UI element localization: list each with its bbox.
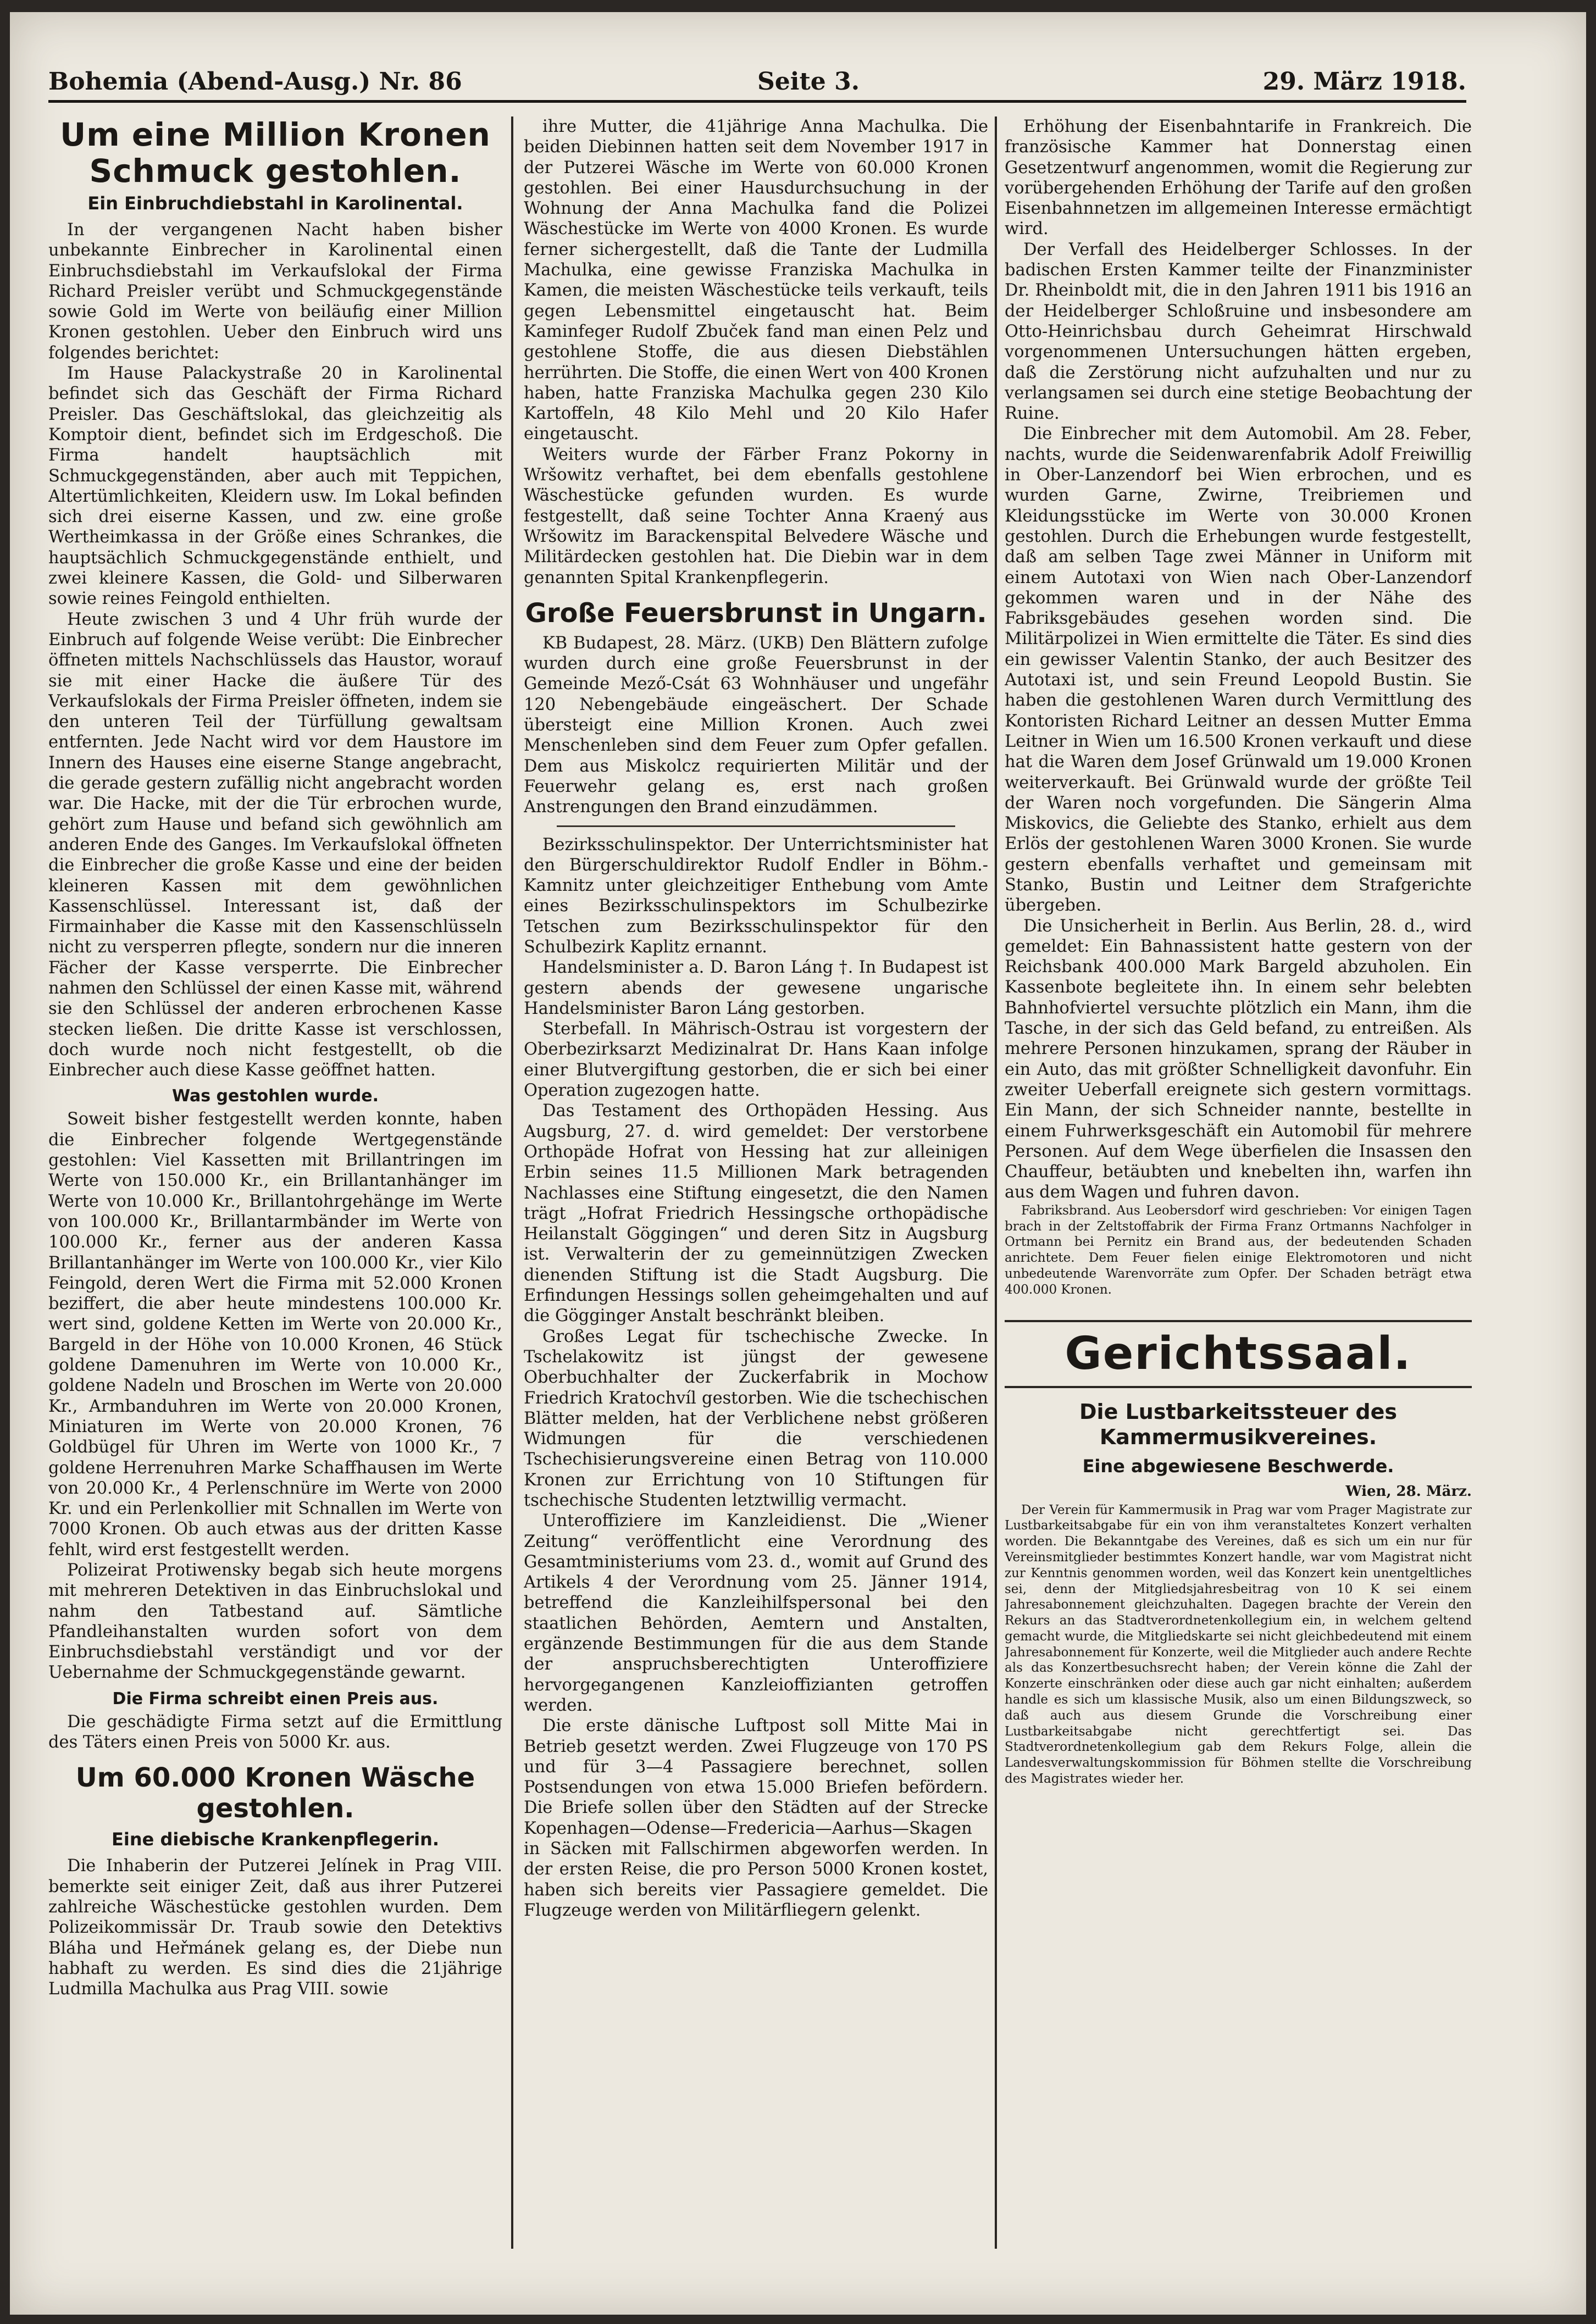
subhead-karolinental: Ein Einbruchdiebstahl in Karolinental.	[87, 193, 463, 214]
news-item: Unteroffiziere im Kanzleidienst. Die „Wiener Zeitung“ veröffentlicht eine Verordnung des Gesamtministeriums vom 23. d., womit auf Grund des Artikels 4 der Verordnung vom 25. Jänner 1914, betreffend die Kanzleihilfspersonal bei den staatlichen Behörden, Aemtern und Anstalten, ergänzende Bestimmungen für die aus dem Stande der anspruchsberechtigten Unteroffiziere hervorgegangenen Kanzleioffizianten getroffen werden.	[524, 1511, 988, 1715]
masthead-page-number: Seite 3.	[757, 68, 860, 96]
article-paragraph: Soweit bisher festgestellt werden konnte, haben die Einbrecher folgende Wertgegenstände gestohlen: Viel Kassetten mit Brillantringen im Werte von 150.000 Kr., ein Brillantanhänger im Werte von 10.000 Kr., Brillantohrgehänge im Werte von 100.000 Kr., Brillantarmbänder im Werte von 100.000 Kr., ferner aus der anderen Kassa Brillantanhänger im Werte von 100.000 Kr., vier Kilo Feingold, deren Wert die Firma mit 52.000 Kronen beziffert, die aber heute mindestens 100.000 Kr. wert sind, goldene Ketten im Werte von 20.000 Kr., Bargeld in der Höhe von 10.000 Kronen, 46 Stück goldene Damenuhren im Werte von 10.000 Kr., goldene Nadeln und Broschen im Werte von 20.000 Kr., Armbanduhren im Werte von 20.000 Kronen, Miniaturen im Werte von 20.000 Kronen, 76 Goldbügel für Uhren im Werte von 1000 Kr., 7 goldene Herrenuhren Marke Schaffhausen im Werte von 20.000 Kr., 4 Perlenschnüre im Werte von 2000 Kr. und ein Perlenkollier mit Schnallen im Werte von 7000 Kronen. Ob auch etwas aus der dritten Kasse fehlt, wird erst festgestellt werden.	[48, 1110, 502, 1560]
headline-lustbarkeitssteuer: Die Lustbarkeitssteuer des Kammermusikvereines.	[1079, 1399, 1397, 1449]
article-paragraph: Weiters wurde der Färber Franz Pokorny in Wršowitz verhaftet, bei dem ebenfalls gestohlene Wäschestücke gefunden wurden. Es wurde festgestellt, daß seine Tochter Anna Kraený aus Wršowitz im Barackenspital Belvedere Wäsche und Militärdecken gestohlen hat. Die Diebin war in dem genannten Spital Krankenpflegerin.	[524, 445, 988, 587]
column-3	[1005, 117, 1472, 2249]
news-item: Sterbefall. In Mährisch-Ostrau ist vorgestern der Oberbezirksarzt Medizinalrat Dr. Hans Kaan infolge einer Blutvergiftung gestorben, die er sich bei einer Operation zugezogen hatte.	[524, 1019, 988, 1101]
masthead-issue: Bohemia (Abend-Ausg.) Nr. 86	[48, 68, 462, 96]
section-heading: Die Firma schreibt einen Preis aus.	[112, 1689, 439, 1709]
masthead	[48, 56, 1466, 103]
headline-waesche: Um 60.000 Kronen Wäsche gestohlen.	[75, 1762, 475, 1824]
headline-feuersbrunst: Große Feuersbrunst in Ungarn.	[525, 597, 987, 629]
section-title-gerichtssaal: Gerichtssaal.	[1005, 1320, 1472, 1388]
column-rule	[995, 117, 997, 2249]
divider	[557, 825, 955, 827]
article-paragraph: Im Hause Palackystraße 20 in Karolinental befindet sich das Geschäft der Firma Richard Preisler. Das Geschäftslokal, das gleichzeitig als Komptoir dient, befindet sich im Erdgeschoß. Die Firma handelt hauptsächlich mit Schmuckgegenständen, aber auch mit Teppichen, Altertümlichkeiten, Kleidern usw. Im Lokal befinden sich drei eiserne Kassen, und zw. eine große Wertheimkassa in der Größe eines Schrankes, die hauptsächlich Schmuckgegenstände enthielt, und zwei kleinere Kassen, die Gold- und Silberwaren sowie reines Feingold enthielten.	[48, 364, 502, 609]
news-item: Der Verfall des Heidelberger Schlosses. In der badischen Ersten Kammer teilte der Finanzminister Dr. Rheinboldt mit, die in den Jahren 1911 bis 1916 an der Heidelberger Schloßruine und insbesondere am Otto-Heinrichsbau durch Geheimrat Hirschwald vorgenommenen Untersuchungen hätten ergeben, daß die Zerstörung nicht aufzuhalten und nur zu verlangsamen sei durch eine stetige Beobachtung der Ruine.	[1005, 240, 1472, 424]
column-rule	[511, 117, 513, 2249]
article-paragraph: Der Verein für Kammermusik in Prag war vom Prager Magistrate zur Lustbarkeitsabgabe für ein von ihm veranstaltetes Konzert verhalten worden. Die Bekanntgabe des Vereines, daß es sich um ein nur für Vereinsmitglieder bestimmtes Konzert handle, war vom Magistrat nicht zur Kenntnis genommen worden, weil das Konzert kein unentgeltliches sei, denn der Mitgliedsjahresbeitrag von 10 K sei einem Jahresabonnement gleichzuhalten. Dagegen brachte der Verein den Rekurs an das Stadtverordnetenkollegium ein, in welchem geltend gemacht wurde, die Mitgliedskarte sei nicht gleichbedeutend mit einem Jahresabonnement für Konzerte, weil die Mitglieder auch andere Rechte als das Konzertbesuchsrecht haben; der Verein könne die Zahl der Konzerte einschränken oder diese auch gar nicht einhalten; außerdem handle es sich um klassische Musik, also um einen Bildungszweck, so daß auch aus diesem Grunde die Vorschreibung einer Lustbarkeitsabgabe nicht gerechtfertigt sei. Das Stadtverordnetenkollegium gab dem Rekurs Folge, allein die Landesverwaltungskommission für Böhmen stellte die Vorschreibung des Magistrates wieder her.	[1005, 1502, 1472, 1787]
column-2	[524, 117, 988, 2249]
headline-schmuck: Um eine Million Kronen Schmuck gestohlen.	[60, 117, 491, 190]
newspaper-page	[10, 12, 1586, 2315]
news-item: Die Einbrecher mit dem Automobil. Am 28. Feber, nachts, wurde die Seidenwarenfabrik Adolf Freiwillig in Ober-Lanzendorf bei Wien erbrochen, und es wurden Garne, Zwirne, Treibriemen und Kleidungsstücke im Werte von 30.000 Kronen gestohlen. Durch die Erhebungen wurde festgestellt, daß am selben Tage zwei Männer in Uniform mit einem Autotaxi von Wien nach Ober-Lanzendorf gekommen waren und in der Nähe des Fabriksgebäudes gesehen worden sind. Die Militärpolizei in Wien ermittelte die Täter. Es sind dies ein gewisser Valentin Stanko, der auch Besitzer des Autotaxi ist, und sein Freund Leopold Bustin. Sie haben die gestohlenen Waren durch Vermittlung des Kontoristen Richard Leitner an dessen Mutter Emma Leitner in Wien um 16.500 Kronen verkauft und diese hat die Waren dem Josef Grünwald um 19.000 Kronen weiterverkauft. Bei Grünwald wurde der größte Teil der Waren noch vorgefunden. Die Sängerin Alma Miskovics, die Geliebte des Stanko, erhielt aus dem Erlös der gestohlenen Waren 3000 Kronen. Sie wurde gestern ebenfalls verhaftet und gemeinsam mit Stanko, Bustin und Leitner dem Strafgerichte übergeben.	[1005, 424, 1472, 916]
news-item: Bezirksschulinspektor. Der Unterrichtsminister hat den Bürgerschuldirektor Rudolf Endler in Böhm.-Kamnitz unter gleichzeitiger Enthebung vom Amte eines Bezirksschulinspektors im Schulbezirke Tetschen zum Bezirksschulinspektor für den Schulbezirk Kaplitz ernannt.	[524, 835, 988, 957]
news-item: Erhöhung der Eisenbahntarife in Frankreich. Die französische Kammer hat Donnerstag einen Gesetzentwurf angenommen, womit die Regierung zur vorübergehenden Erhöhung der Tarife auf den großen Eisenbahnnetzen im allgemeinen Interesse ermächtigt wird.	[1005, 117, 1472, 239]
article-paragraph: Polizeirat Protiwensky begab sich heute morgens mit mehreren Detektiven in das Einbruchslokal und nahm den Tatbestand auf. Sämtliche Pfandleihanstalten wurden sofort von dem Einbruchsdiebstahl verständigt und vor der Uebernahme der Schmuckgegenstände gewarnt.	[48, 1561, 502, 1683]
news-item: Großes Legat für tschechische Zwecke. In Tschelakowitz ist jüngst der gewesene Oberbuchhalter der Zuckerfabrik in Mochow Friedrich Kratochvíl gestorben. Wie die tschechischen Blätter melden, hat der Verblichene nebst größeren Widmungen für die verschiedenen Tschechisierungsvereine einen Betrag von 110.000 Kronen zur Errichtung von 10 Stiftungen für tschechische Studenten letztwillig vermacht.	[524, 1327, 988, 1510]
article-paragraph: Die Inhaberin der Putzerei Jelínek in Prag VIII. bemerkte seit einiger Zeit, daß aus ihrer Putzerei zahlreiche Wäschestücke gestohlen wurden. Dem Polizeikommissär Dr. Traub sowie den Detektivs Bláha und Heřmánek gelang es, der Diebe nun habhaft zu werden. Es sind dies die 21jährige Ludmilla Machulka aus Prag VIII. sowie	[48, 1856, 502, 1999]
news-item: Das Testament des Orthopäden Hessing. Aus Augsburg, 27. d. wird gemeldet: Der verstorbene Orthopäde Hofrat von Hessing hat zur alleinigen Erbin seines 11.5 Millionen Mark betragenden Nachlasses eine Stiftung eingesetzt, die den Namen trägt „Hofrat Friedrich Hessingsche orthopädische Heilanstalt Göggingen“ und deren Sitz in Augsburg ist. Verwalterin der zu gemeinnützigen Zwecken dienenden Stiftung ist die Stadt Augsburg. Die Erfindungen Hessings sollen geheimgehalten und auf die Gögginger Anstalt beschränkt bleiben.	[524, 1101, 988, 1326]
subhead-beschwerde: Eine abgewiesene Beschwerde.	[1082, 1455, 1394, 1477]
news-item: Die erste dänische Luftpost soll Mitte Mai in Betrieb gesetzt werden. Zwei Flugzeuge von 170 PS und für 3—4 Passagiere berechnet, sollen Postsendungen von etwa 15.000 Briefen befördern. Die Briefe sollen über den Städten auf der Strecke Kopenhagen—Odense—Fredericia—Aarhus—Skagen in Säcken mit Fallschirmen abgeworfen werden. In der ersten Reise, die pro Person 5000 Kronen kostet, haben sich bereits vier Passagiere gemeldet. Die Flugzeuge werden von Militärfliegern gelenkt.	[524, 1716, 988, 1920]
section-heading: Was gestohlen wurde.	[171, 1086, 379, 1106]
news-item: Handelsminister a. D. Baron Láng †. In Budapest ist gestern abends der gewesene ungarische Handelsminister Baron Láng gestorben.	[524, 958, 988, 1018]
article-paragraph: KB Budapest, 28. März. (UKB) Den Blättern zufolge wurden durch eine große Feuersbrunst in der Gemeinde Mező-Csát 63 Wohnhäuser und ungefähr 120 Nebengebäude eingeäschert. Der Schade übersteigt eine Million Kronen. Auch zwei Menschenleben sind dem Feuer zum Opfer gefallen. Dem aus Miskolcz requirierten Militär und der Feuerwehr gelang es, erst nach großen Anstrengungen den Brand einzudämmen.	[524, 633, 988, 817]
dateline: Wien, 28. März.	[1345, 1483, 1472, 1500]
article-paragraph: Die geschädigte Firma setzt auf die Ermittlung des Täters einen Preis von 5000 Kr. aus.	[48, 1712, 502, 1752]
subhead-krankenpflegerin: Eine diebische Krankenpflegerin.	[111, 1829, 440, 1850]
article-paragraph: In der vergangenen Nacht haben bisher unbekannte Einbrecher in Karolinental einen Einbruchsdiebstahl im Verkaufslokal der Firma Richard Preisler verübt und Schmuckgegenstände sowie Gold im Werte von beiläufig einer Million Kronen gestohlen. Ueber den Einbruch wird uns folgendes berichtet:	[48, 220, 502, 363]
masthead-date: 29. März 1918.	[1262, 68, 1466, 96]
news-item-small: Fabriksbrand. Aus Leobersdorf wird geschrieben: Vor einigen Tagen brach in der Zeltstoffabrik der Firma Franz Ortmanns Nachfolger in Ortmann bei Pernitz ein Brand aus, der bedeutenden Schaden anrichtete. Dem Feuer fielen einige Elektromotoren und nicht unbedeutende Warenvorräte zum Opfer. Der Schaden beträgt etwa 400.000 Kronen.	[1005, 1203, 1472, 1297]
article-paragraph: Heute zwischen 3 und 4 Uhr früh wurde der Einbruch auf folgende Weise verübt: Die Einbrecher öffneten mittels Nachschlüssels das Haustor, worauf sie mit einer Hacke die äußere Tür des Verkaufslokals der Firma Preisler öffneten, indem sie den unteren Teil der Türfüllung gewaltsam entfernten. Jede Nacht wird vor dem Haustore im Innern des Hauses eine eiserne Stange angebracht, die gerade gestern zufällig nicht angebracht worden war. Die Hacke, mit der die Tür erbrochen wurde, gehört zum Hause und befand sich gewöhnlich am anderen Ende des Ganges. Im Verkaufslokal öffneten die Einbrecher die große Kasse und eine der beiden kleineren Kassen mit dem gewöhnlichen Kassenschlüssel. Interessant ist, daß der Firmainhaber die Kasse mit den Kassenschlüsseln nicht zu versperren pflegte, sondern nur die inneren Fächer der Kasse versperrte. Die Einbrecher nahmen den Schlüssel der einen Kasse mit, während sie den Schlüssel der anderen erbrochenen Kasse stecken ließen. Die dritte Kasse ist verschlossen, doch wurde noch nicht festgestellt, ob die Einbrecher auch diese Kasse geöffnet hatten.	[48, 609, 502, 1080]
column-1	[48, 117, 502, 2249]
news-item: Die Unsicherheit in Berlin. Aus Berlin, 28. d., wird gemeldet: Ein Bahnassistent hatte gestern von der Reichsbank 400.000 Mark Bargeld abzuholen. Ein Kassenbote begleitete ihn. In einem sehr belebten Bahnhofviertel versuchte plötzlich ein Mann, ihm die Tasche, in der sich das Geld befand, zu entreißen. Als mehrere Personen hinzukamen, sprang der Räuber in ein Auto, das mit größter Schnelligkeit davonfuhr. Ein zweiter Ueberfall ereignete sich gestern vormittags. Ein Mann, der sich Schneider nannte, bestellte in einem Fuhrwerksgeschäft ein Automobil für mehrere Personen. Auf dem Wege überfielen die Insassen den Chauffeur, betäubten und knebelten ihn, warfen ihn aus dem Wagen und fuhren davon.	[1005, 916, 1472, 1202]
article-paragraph: ihre Mutter, die 41jährige Anna Machulka. Die beiden Diebinnen hatten seit dem November 1917 in der Putzerei Wäsche im Werte von 60.000 Kronen gestohlen. Bei einer Hausdurchsuchung in der Wohnung der Anna Machulka fand die Polizei Wäschestücke im Werte von 4000 Kronen. Es wurde ferner sichergestellt, daß die Tante der Ludmilla Machulka, eine gewisse Franziska Machulka in Kamen, die meisten Wäschestücke teils verkauft, teils gegen Lebensmittel eingetauscht hat. Beim Kaminfeger Rudolf Zbuček fand man einen Pelz und gestohlene Stoffe, die aus diesen Diebstählen herrührten. Die Stoffe, die einen Wert von 400 Kronen haben, hatte Franziska Machulka gegen 230 Kilo Kartoffeln, 48 Kilo Mehl und 20 Kilo Hafer eingetauscht.	[524, 117, 988, 444]
